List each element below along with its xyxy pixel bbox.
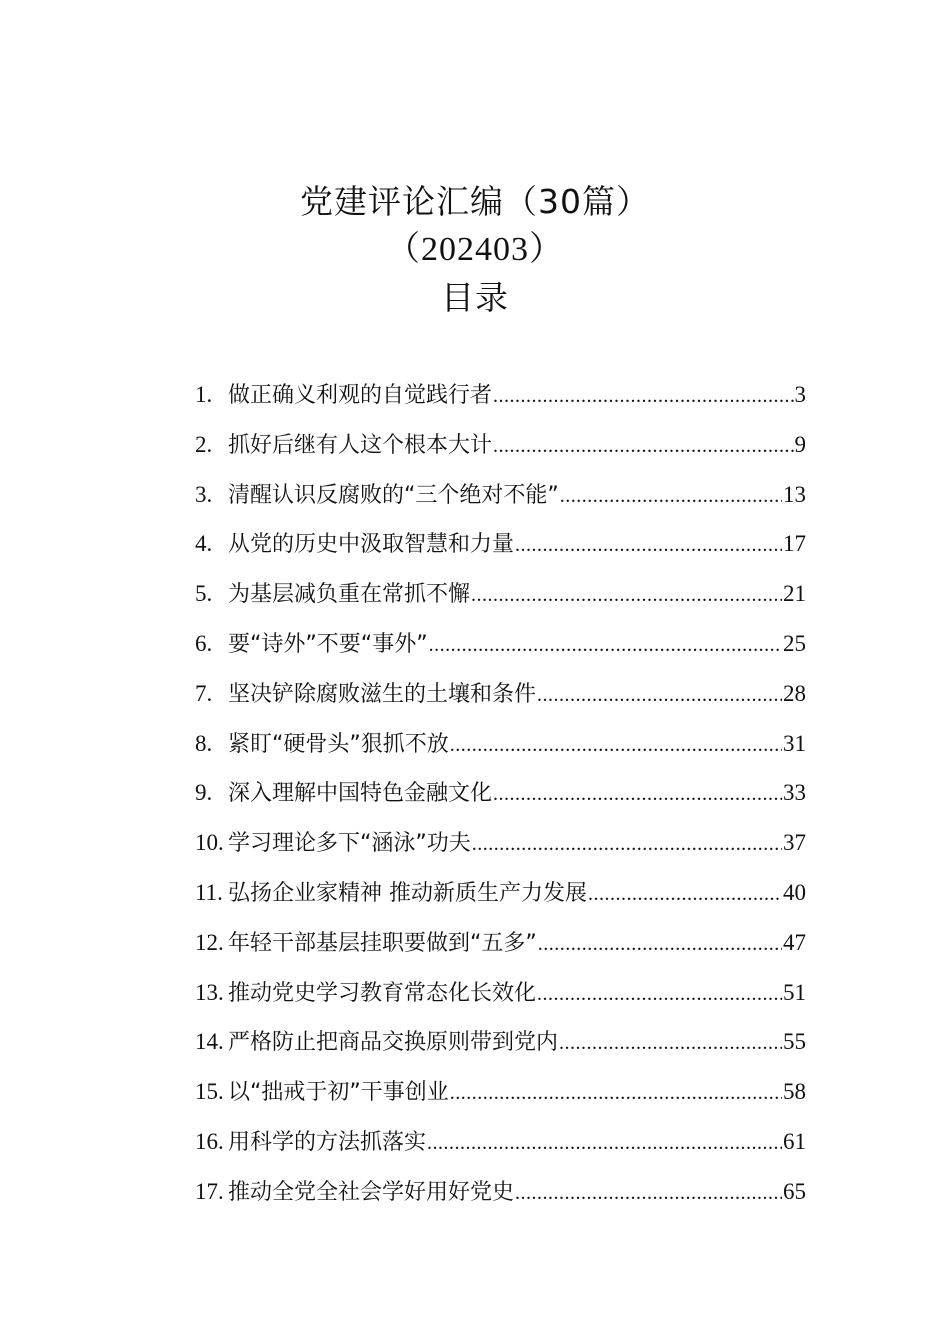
toc-entry[interactable] xyxy=(195,826,806,876)
toc-entry[interactable] xyxy=(195,378,806,428)
toc-entry-number: 3. xyxy=(195,481,213,507)
toc-dot-leader xyxy=(560,485,782,508)
document-title: 党建评论汇编（30篇） xyxy=(300,182,650,221)
toc-entry[interactable] xyxy=(195,627,806,677)
toc-entry[interactable] xyxy=(195,1125,806,1175)
toc-entry-number: 11. xyxy=(195,879,223,905)
toc-entry-title: 做正确义利观的自觉践行者 xyxy=(228,383,493,408)
document-header xyxy=(0,178,950,322)
toc-dot-leader xyxy=(515,1182,782,1205)
toc-entry-number: 10. xyxy=(195,830,224,856)
toc-entry-number: 16. xyxy=(195,1128,224,1154)
toc-entry[interactable] xyxy=(195,776,806,826)
toc-entry-title: 从党的历史中汲取智慧和力量 xyxy=(228,532,515,558)
table-of-contents xyxy=(195,378,806,1225)
toc-entry-page: 58 xyxy=(783,1079,806,1105)
toc-entry[interactable] xyxy=(195,1075,806,1125)
toc-entry[interactable] xyxy=(195,727,806,777)
toc-entry-number: 17. xyxy=(195,1178,224,1204)
toc-entry-page: 13 xyxy=(783,481,806,507)
toc-entry-title: 年轻干部基层挂职要做到“五多” xyxy=(228,930,537,956)
toc-entry[interactable] xyxy=(195,677,806,727)
toc-entry-title: 深入理解中国特色金融文化 xyxy=(228,781,493,807)
toc-entry-title: 学习理论多下“涵泳”功夫 xyxy=(228,831,471,857)
toc-dot-leader xyxy=(538,933,782,956)
toc-dot-leader xyxy=(537,684,782,707)
toc-entry[interactable] xyxy=(195,577,806,627)
toc-entry[interactable] xyxy=(195,976,806,1026)
toc-entry[interactable] xyxy=(195,876,806,926)
toc-entry-number: 5. xyxy=(195,581,213,607)
toc-entry-title: 严格防止把商品交换原则带到党内 xyxy=(228,1030,559,1056)
toc-dot-leader xyxy=(515,534,782,557)
toc-entry-title: 为基层减负重在常抓不懈 xyxy=(228,582,471,608)
toc-dot-leader xyxy=(427,1132,782,1155)
toc-entry-title: 推动党史学习教育常态化长效化 xyxy=(228,980,537,1006)
toc-entry-page: 55 xyxy=(783,1029,806,1055)
toc-dot-leader xyxy=(493,783,782,806)
toc-entry-page: 9 xyxy=(794,431,806,457)
toc-entry-page: 28 xyxy=(783,680,806,706)
toc-entry-page: 17 xyxy=(783,531,806,557)
toc-entry-title: 清醒认识反腐败的“三个绝对不能” xyxy=(228,482,559,508)
toc-dot-leader xyxy=(559,1032,782,1055)
toc-entry-page: 65 xyxy=(783,1178,806,1204)
toc-entry[interactable] xyxy=(195,478,806,528)
toc-dot-leader xyxy=(493,385,793,408)
toc-entry-page: 40 xyxy=(783,879,806,905)
toc-entry-title: 坚决铲除腐败滋生的土壤和条件 xyxy=(228,681,537,707)
toc-dot-leader xyxy=(429,634,782,657)
toc-entry-page: 61 xyxy=(783,1128,806,1154)
toc-entry-number: 8. xyxy=(195,730,213,756)
toc-dot-leader xyxy=(450,1082,782,1105)
toc-entry-number: 13. xyxy=(195,979,224,1005)
toc-entry-title: 紧盯“硬骨头”狠抓不放 xyxy=(228,731,449,757)
toc-entry-number: 4. xyxy=(195,531,213,557)
toc-entry-number: 15. xyxy=(195,1079,224,1105)
toc-dot-leader xyxy=(450,734,782,757)
toc-entry[interactable] xyxy=(195,1025,806,1075)
toc-dot-leader xyxy=(472,833,782,856)
toc-entry-page: 31 xyxy=(783,730,806,756)
toc-entry-page: 21 xyxy=(783,581,806,607)
toc-entry-title: 以“拙戒于初”干事创业 xyxy=(228,1080,449,1106)
toc-entry-title: 要“诗外”不要“事外” xyxy=(228,631,428,657)
toc-dot-leader xyxy=(588,883,782,906)
toc-entry-number: 14. xyxy=(195,1029,224,1055)
toc-entry-number: 1. xyxy=(195,382,213,407)
document-subtitle: （202403） xyxy=(386,231,564,268)
toc-entry-number: 7. xyxy=(195,680,213,706)
toc-entry-number: 9. xyxy=(195,780,213,806)
toc-entry-number: 6. xyxy=(195,630,213,656)
toc-entry-number: 12. xyxy=(195,929,224,955)
toc-entry-title: 弘扬企业家精神 推动新质生产力发展 xyxy=(228,880,587,906)
toc-entry-page: 25 xyxy=(783,630,806,656)
toc-entry[interactable] xyxy=(195,926,806,976)
toc-entry-page: 51 xyxy=(783,979,806,1005)
toc-entry-page: 37 xyxy=(783,830,806,856)
toc-entry[interactable] xyxy=(195,428,806,478)
toc-entry-page: 33 xyxy=(783,780,806,806)
toc-dot-leader xyxy=(471,584,782,607)
toc-entry-page: 3 xyxy=(794,382,806,407)
toc-entry[interactable] xyxy=(195,1175,806,1225)
toc-entry-page: 47 xyxy=(783,929,806,955)
toc-entry-number: 2. xyxy=(195,431,213,457)
toc-entry-title: 用科学的方法抓落实 xyxy=(228,1129,427,1155)
toc-entry-title: 推动全党全社会学好用好党史 xyxy=(228,1179,515,1205)
toc-dot-leader xyxy=(493,435,793,458)
toc-dot-leader xyxy=(537,983,782,1006)
toc-entry[interactable] xyxy=(195,527,806,577)
toc-entry-title: 抓好后继有人这个根本大计 xyxy=(228,432,493,458)
toc-heading: 目录 xyxy=(441,278,509,317)
